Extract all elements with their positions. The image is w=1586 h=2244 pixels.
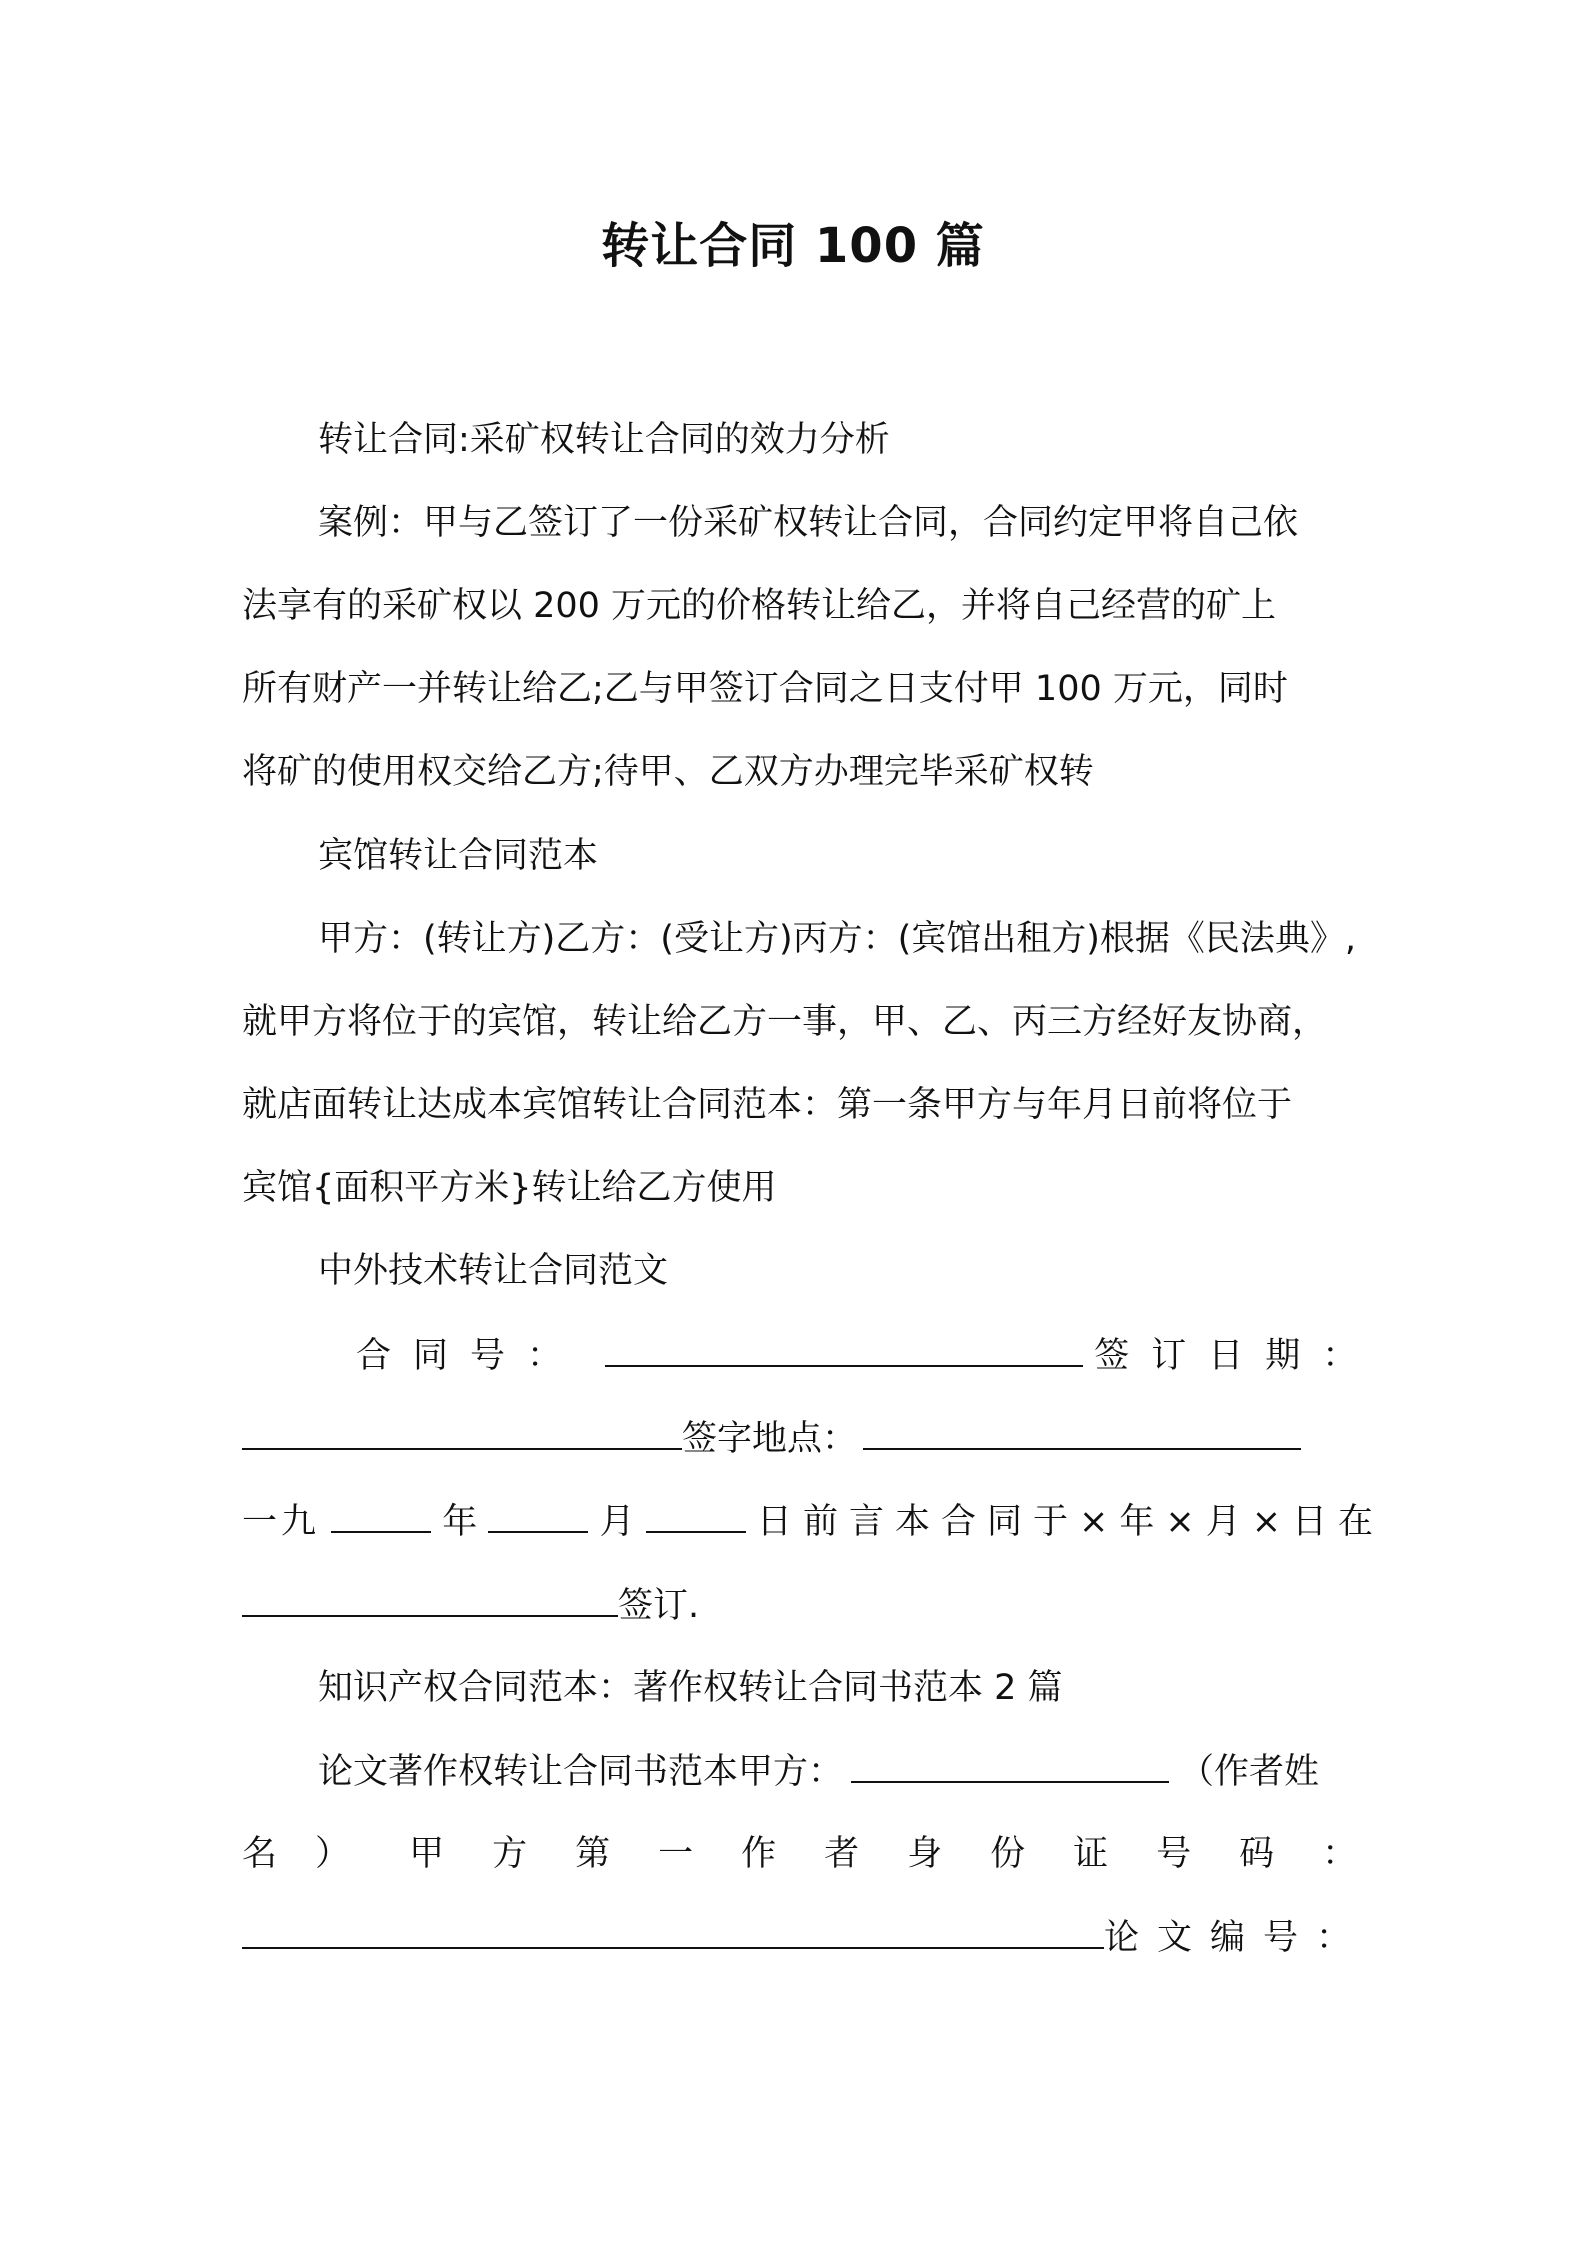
copyright-intro-text: 论文著作权转让合同书范本甲方： <box>318 1752 844 1792</box>
sign-place-blank <box>863 1410 1301 1450</box>
section-heading-mining-rights: 转让合同:采矿权转让合同的效力分析 <box>318 420 890 460</box>
day-blank <box>646 1493 746 1533</box>
month-blank <box>488 1493 588 1533</box>
paper-number-label: 论文编号： <box>1104 1918 1370 1958</box>
signing-location-blank <box>242 1577 618 1617</box>
preface-text: 前言本合同于×年×月×日在 <box>803 1502 1385 1542</box>
paper-number-line <box>242 1909 1370 1966</box>
sign-date-label: 签订日期： <box>1094 1336 1380 1376</box>
signed-line <box>242 1577 1348 1634</box>
paragraph-line: 甲方：(转让方)乙方：(受让方)丙方：(宾馆出租方)根据《民法典》, <box>318 919 1357 959</box>
author-id-line <box>242 1826 1406 1882</box>
author-name-note-end: 名） <box>242 1834 389 1874</box>
contract-number-line <box>356 1327 1380 1384</box>
signed-suffix: 签订. <box>618 1586 700 1626</box>
section-heading-tech-transfer: 中外技术转让合同范文 <box>318 1251 669 1291</box>
contract-number-label: 合同号： <box>356 1336 585 1376</box>
contract-number-blank <box>605 1327 1083 1367</box>
section-heading-hotel-transfer: 宾馆转让合同范本 <box>318 836 599 876</box>
section-heading-ip-contract: 知识产权合同范本：著作权转让合同书范本 2 篇 <box>318 1668 1063 1708</box>
paragraph-line: 宾馆{面积平方米}转让给乙方使用 <box>242 1168 777 1208</box>
copyright-intro-line <box>318 1743 1348 1800</box>
date-line <box>242 1493 1385 1550</box>
month-label: 月 <box>599 1502 635 1542</box>
sign-date-blank <box>242 1410 682 1450</box>
paragraph-line: 将矿的使用权交给乙方;待甲、乙双方办理完毕采矿权转 <box>242 752 1094 792</box>
day-label: 日 <box>756 1502 792 1542</box>
sign-place-label: 签字地点： <box>682 1419 858 1459</box>
paragraph-line: 就店面转让达成本宾馆转让合同范本：第一条甲方与年月日前将位于 <box>242 1085 1293 1125</box>
party-a-blank <box>851 1743 1169 1783</box>
paragraph-line: 案例：甲与乙签订了一份采矿权转让合同，合同约定甲将自己依 <box>318 503 1299 543</box>
paragraph-line: 法享有的采矿权以 200 万元的价格转让给乙，并将自己经营的矿上 <box>242 586 1277 626</box>
document-title: 转让合同 100 篇 <box>601 218 985 274</box>
paragraph-line: 所有财产一并转让给乙;乙与甲签订合同之日支付甲 100 万元，同时 <box>242 669 1288 709</box>
sign-place-line <box>242 1410 1348 1467</box>
paragraph-line: 就甲方将位于的宾馆，转让给乙方一事，甲、乙、丙三方经好友协商， <box>242 1002 1328 1042</box>
id-number-label: 甲方第一作者身份证号码： <box>409 1834 1406 1874</box>
year-label: 年 <box>442 1502 478 1542</box>
id-number-blank <box>242 1909 1104 1949</box>
year-blank <box>331 1493 431 1533</box>
author-name-note-start: （作者姓 <box>1179 1752 1320 1792</box>
year-prefix: 一九 <box>242 1502 321 1542</box>
